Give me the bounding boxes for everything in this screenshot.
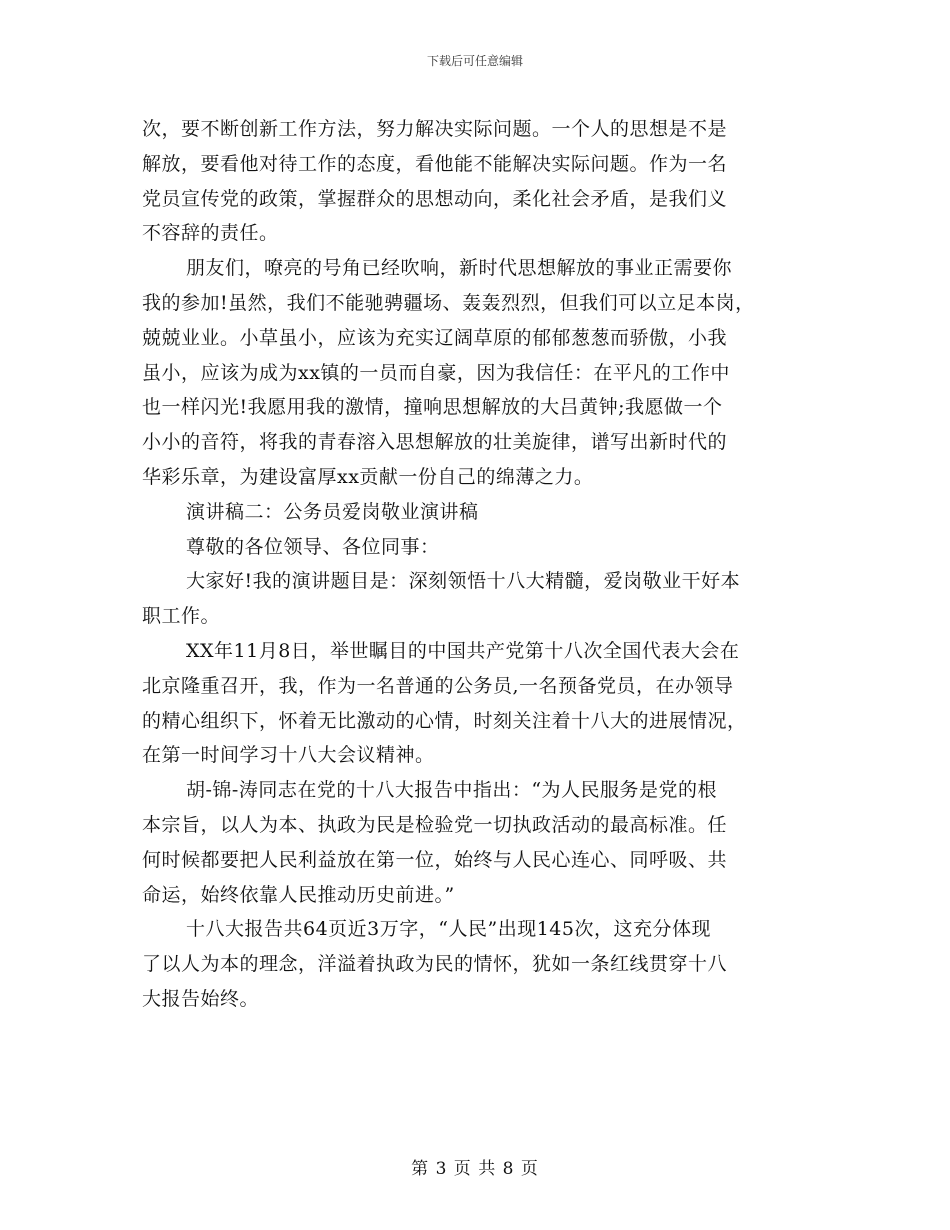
text-line: 解放，要看他对待工作的态度，看他能不能解决实际问题。作为一名 [142, 152, 728, 175]
text-line: 何时候都要把人民利益放在第一位，始终与人民心连心、同呼吸、共 [142, 848, 728, 871]
text-line: 大报告始终。 [142, 987, 260, 1010]
text-line: XX年11月8日，举世瞩目的中国共产党第十八次全国代表大会在 [186, 639, 740, 662]
text-line: 兢兢业业。小草虽小，应该为充实辽阔草原的郁郁葱葱而骄傲，小我 [142, 326, 728, 349]
text-line: 十八大报告共64页近3万字，“人民”出现145次，这充分体现 [186, 918, 711, 941]
text-line: 的精心组织下，怀着无比激动的心情，时刻关注着十八大的进展情况， [142, 709, 747, 732]
text-line: 也一样闪光!我愿用我的激情，撞响思想解放的大吕黄钟;我愿做一个 [142, 396, 723, 419]
text-line: 职工作。 [142, 605, 221, 628]
text-line: 党员宣传党的政策，掌握群众的思想动向，柔化社会矛盾，是我们义 [142, 187, 728, 210]
text-line: 本宗旨，以人为本、执政为民是检验党一切执政活动的最高标准。任 [142, 813, 728, 836]
text-line: 虽小，应该为成为xx镇的一员而自豪，因为我信任：在平凡的工作中 [142, 361, 730, 384]
text-line: 华彩乐章，为建设富厚xx贡献一份自己的绵薄之力。 [142, 465, 594, 488]
page-number: 第 3 页 共 8 页 [411, 1159, 539, 1179]
text-line: 胡-锦-涛同志在党的十八大报告中指出：“为人民服务是党的根 [186, 779, 718, 802]
text-line: 小小的音符，将我的青春溶入思想解放的壮美旋律，谱写出新时代的 [142, 431, 728, 454]
page-header: 下载后可任意编辑 [426, 54, 523, 68]
document-body [142, 112, 812, 1017]
text-line: 命运，始终依靠人民推动历史前进。” [142, 883, 455, 906]
text-line: 了以人为本的理念，洋溢着执政为民的情怀，犹如一条红线贯穿十八 [142, 953, 728, 976]
text-line: 我的参加!虽然，我们不能驰骋疆场、轰轰烈烈，但我们可以立足本岗， [142, 291, 755, 314]
text-line: 演讲稿二：公务员爱岗敬业演讲稿 [186, 500, 479, 523]
text-line: 朋友们，嘹亮的号角已经吹响，新时代思想解放的事业正需要你 [186, 257, 733, 280]
text-line: 次，要不断创新工作方法，努力解决实际问题。一个人的思想是不是 [142, 118, 728, 140]
text-line: 北京隆重召开，我，作为一名普通的公务员,一名预备党员，在办领导 [142, 674, 734, 697]
text-line: 大家好!我的演讲题目是：深刻领悟十八大精髓，爱岗敬业干好本 [186, 570, 741, 593]
text-line: 不容辞的责任。 [142, 222, 279, 245]
text-line: 在第一时间学习十八大会议精神。 [142, 744, 435, 767]
text-line: 尊敬的各位领导、各位同事： [186, 535, 440, 558]
